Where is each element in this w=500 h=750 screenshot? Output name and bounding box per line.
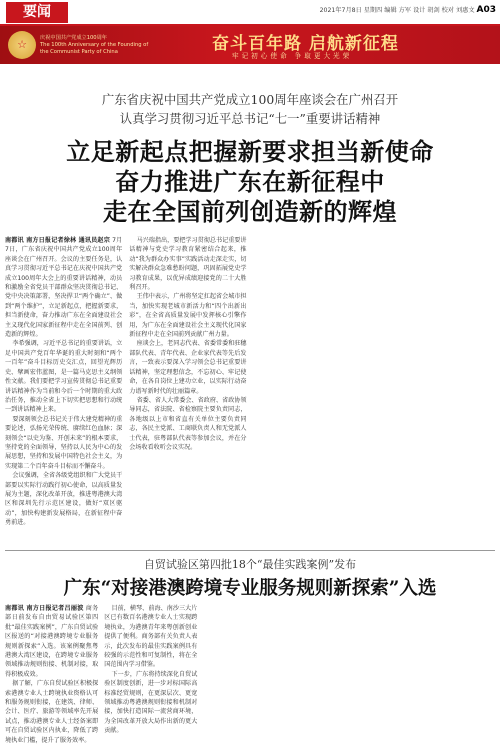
banner-slogan: 奋斗百年路 启航新征程 bbox=[212, 34, 399, 54]
page-marker: A03 bbox=[476, 5, 496, 15]
dateline bbox=[320, 5, 496, 15]
article1-paragraph: 省委、省人大常委会、省政府、省政协领导同志，省法院、省检察院主要负责同志，各地级以上市和省直有关单位主要负责同志，各民主党派、工商联负责人和无党派人士代表，驻粤部队代表等参加会议，并在分会场收看收听会议实况。 bbox=[129, 396, 247, 451]
anniversary-banner bbox=[0, 26, 500, 64]
article1-paragraph: 马兴瑞指出，要把学习贯彻总书记重要讲话精神与党史学习教育紧密结合起来，推动“我为群众办实事”实践活动走深走实，切实解决群众急难愁盼问题，巩固拓展党史学习教育成果，以优异成绩迎接党的二十大胜利召开。 bbox=[129, 237, 247, 292]
article1-paragraph: 王伟中表示，广州将坚定扛起省会城市担当，加快实现老城市新活力和“四个出新出彩”，在全省高质量发展中发挥核心引擎作用，为广东在全面建设社会主义现代化国家新征程中走在全国前列贡献广州力量。 bbox=[129, 293, 247, 339]
article1-headline-2: 奋力推进广东在新征程中 bbox=[115, 167, 385, 196]
article1-paragraph bbox=[5, 236, 122, 339]
dateline-text: 2021年7月8日 星期四 编辑 方军 设计 胡剑 校对 刘惠文 bbox=[319, 7, 475, 14]
article1-paragraph: 会议强调，全省各级党组织和广大党员干部要以实际行动践行初心使命，以高质量发展为主题，深化改革开放，推进粤港澳大湾区和深圳先行示范区建设，做好“双区驱动”，加快构建新发展格局，在新征程中奋勇前进。 bbox=[5, 472, 123, 527]
article1-kicker-2: 认真学习贯彻习近平总书记“七一”重要讲话精神 bbox=[119, 111, 381, 126]
party-emblem-icon: ☆ bbox=[8, 31, 36, 59]
article2-paragraph bbox=[5, 604, 98, 679]
article2-paragraph: 据了解，广东自贸试验区积极探索港澳专业人士跨境执业资格认可和服务规则衔接，在建筑、律师、会计、医疗、旅游等领域率先开展试点，推动港澳专业人士经备案即可在自贸试验区内执业，降低了跨境执业门槛，提升了服务效率。 bbox=[5, 680, 99, 744]
article1-headline-1: 立足新起点把握新要求担当新使命 bbox=[66, 137, 434, 166]
banner-org-line2: The 100th Anniversary of the Founding of bbox=[40, 42, 149, 48]
article1-paragraph-text: 7月7日，广东省庆祝中国共产党成立100周年座谈会在广州召开。会议的主要任务是，认真学习贯彻习近平总书记在庆祝中国共产党成立100周年大会上的重要讲话精神，动员和激励全省党员干部群众坚决贯彻总书记、党中央决策部署，坚决捍卫“两个确立”、做到“两个维护”，立足新起点，把握新要求，担当新使命，奋力推动广东在全面建设社会主义现代化国家新征程中走在全国前列、创造新的辉煌。 bbox=[5, 237, 123, 339]
banner-org-line1: 庆祝中国共产党成立100周年 bbox=[40, 35, 107, 41]
article2-headline: 广东“对接港澳跨境专业服务规则新探索”入选 bbox=[63, 578, 437, 599]
banner-org bbox=[40, 35, 148, 56]
article1-paragraph: 要深刻领会总书记关于伟大建党精神的重要论述，弘扬光荣传统、赓续红色血脉；深刻领会“以史为鉴、开创未来”的根本要求，坚持党的全面领导，坚持以人民为中心的发展思想，坚持和发展中国特色社会主义，为实现第二个百年奋斗目标而不懈奋斗。 bbox=[5, 415, 123, 470]
article1-paragraph: 座谈会上，老同志代表、省委常委和驻穗部队代表、青年代表、企业家代表等先后发言，一致表示要深入学习领会总书记重要讲话精神，坚定理想信念，不忘初心、牢记使命，在各自岗位上建功立业，以实际行动奋力谱写新时代的壮丽篇章。 bbox=[129, 340, 247, 395]
article1-headline-3: 走在全国前列创造新的辉煌 bbox=[103, 197, 397, 226]
banner-org-line3: the Communist Party of China bbox=[40, 49, 118, 55]
masthead-bar bbox=[0, 0, 500, 26]
article1-paragraph: 李希强调，习近平总书记的重要讲话，立足中国共产党百年华诞的重大时刻和“两个一百年”奋斗目标历史交汇点，回望光辉历史、擘画宏伟蓝图，是一篇马克思主义纲领性文献。我们要把学习宣传贯彻总书记重要讲话精神作为当前和今后一个时期的重大政治任务，推动全省上下切实把思想和行动统一到讲话精神上来。 bbox=[5, 340, 123, 414]
section-tag: 要闻 bbox=[6, 2, 68, 23]
article2-kicker: 自贸试验区第四批18个“最佳实践案例”发布 bbox=[143, 558, 357, 571]
article2-paragraph: 下一步，广东将持续深化自贸试验区制度创新，进一步对标国际高标准经贸规则，在更深层次、更宽领域推动粤港澳规则衔接和机制对接，加快打造国际一流营商环境，为全国改革开放大局作出新的更大贡献。 bbox=[104, 670, 198, 735]
banner-subslogan: 牢记初心使命 争取更大光荣 bbox=[232, 52, 353, 60]
article1-kicker-1: 广东省庆祝中国共产党成立100周年座谈会在广州召开 bbox=[101, 92, 399, 107]
article2-body bbox=[5, 604, 495, 746]
section-divider bbox=[5, 550, 495, 551]
article2-paragraph-text: 商务部日前发布自由贸易试验区第四批“最佳实践案例”，广东自贸试验区报送的“对接港澳跨境专业服务规则新探索”入选。该案例聚焦粤港澳大湾区建设，在跨境专业服务领域推动规则衔接、机制对接，取得积极成效。 bbox=[5, 605, 99, 678]
article2-paragraph: 目前，横琴、前海、南沙三大片区已有数百名港澳专业人士实现跨境执业，为港澳青年来粤创新创业提供了便利。商务部有关负责人表示，此次发布的最佳实践案例具有较强的示范性和可复制性，将在全国范围内学习借鉴。 bbox=[104, 605, 198, 669]
article2-byline: 南都讯 南方日报记者吕丽波 bbox=[5, 605, 84, 612]
article1-body bbox=[5, 236, 495, 546]
article1-byline: 南都讯 南方日报记者徐林 通讯员赵宗 bbox=[5, 237, 110, 244]
